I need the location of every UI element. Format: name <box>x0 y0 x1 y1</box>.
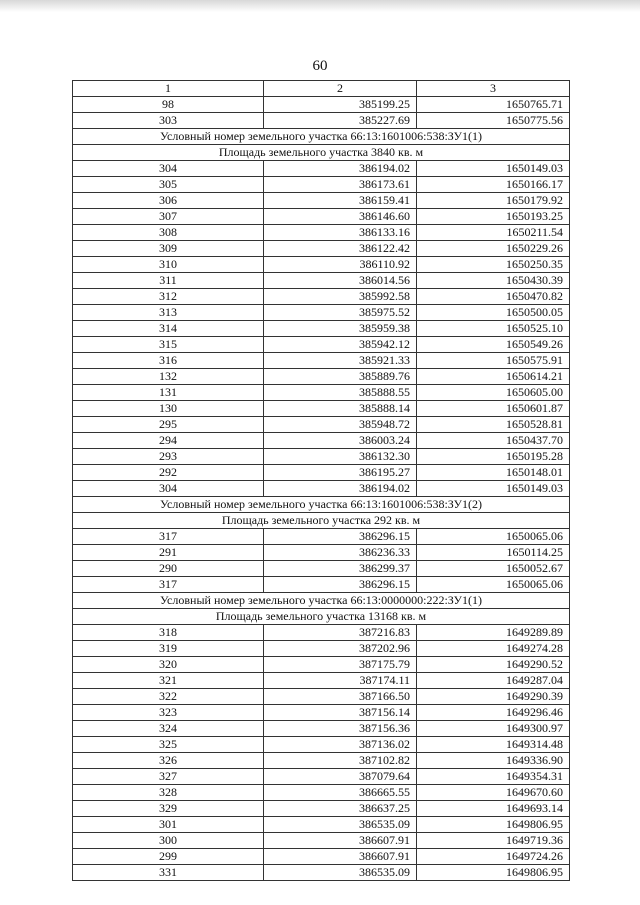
coordinate-x: 386535.09 <box>264 865 417 881</box>
coordinate-x: 387136.02 <box>264 737 417 753</box>
coordinate-x: 385992.58 <box>264 289 417 305</box>
point-number: 325 <box>73 737 264 753</box>
point-number: 300 <box>73 833 264 849</box>
point-number: 329 <box>73 801 264 817</box>
coordinate-y: 1650525.10 <box>417 321 570 337</box>
section-row <box>73 513 570 529</box>
point-number: 131 <box>73 385 264 401</box>
section-caption: Площадь земельного участка 3840 кв. м <box>73 145 570 161</box>
table-row <box>73 289 570 305</box>
coordinate-y: 1649693.14 <box>417 801 570 817</box>
coordinate-x: 386296.15 <box>264 577 417 593</box>
coordinate-x: 386003.24 <box>264 433 417 449</box>
coordinate-y: 1649289.89 <box>417 625 570 641</box>
coordinate-y: 1650065.06 <box>417 577 570 593</box>
coordinate-y: 1649290.39 <box>417 689 570 705</box>
coordinate-x: 386607.91 <box>264 849 417 865</box>
column-header-2: 2 <box>264 81 417 97</box>
coordinate-y: 1650250.35 <box>417 257 570 273</box>
coordinate-x: 385227.69 <box>264 113 417 129</box>
coordinate-x: 386133.16 <box>264 225 417 241</box>
section-row <box>73 593 570 609</box>
coordinate-y: 1649806.95 <box>417 865 570 881</box>
point-number: 314 <box>73 321 264 337</box>
point-number: 291 <box>73 545 264 561</box>
point-number: 309 <box>73 241 264 257</box>
table-row <box>73 353 570 369</box>
point-number: 293 <box>73 449 264 465</box>
page-number: 60 <box>312 58 328 74</box>
table-row <box>73 673 570 689</box>
coordinate-x: 385199.25 <box>264 97 417 113</box>
point-number: 320 <box>73 657 264 673</box>
table-row <box>73 753 570 769</box>
coordinate-x: 387156.14 <box>264 705 417 721</box>
coordinate-x: 385975.52 <box>264 305 417 321</box>
coordinate-y: 1650149.03 <box>417 481 570 497</box>
table-row <box>73 449 570 465</box>
coordinate-x: 386236.33 <box>264 545 417 561</box>
table-row <box>73 417 570 433</box>
coordinate-y: 1649274.28 <box>417 641 570 657</box>
table-row <box>73 545 570 561</box>
point-number: 328 <box>73 785 264 801</box>
point-number: 326 <box>73 753 264 769</box>
coordinate-y: 1650437.70 <box>417 433 570 449</box>
point-number: 312 <box>73 289 264 305</box>
table-row <box>73 321 570 337</box>
coordinate-x: 386159.41 <box>264 193 417 209</box>
coordinate-y: 1650166.17 <box>417 177 570 193</box>
point-number: 301 <box>73 817 264 833</box>
table-row <box>73 865 570 881</box>
point-number: 292 <box>73 465 264 481</box>
coordinate-x: 386299.37 <box>264 561 417 577</box>
point-number: 132 <box>73 369 264 385</box>
coordinate-y: 1650149.03 <box>417 161 570 177</box>
coordinate-x: 385942.12 <box>264 337 417 353</box>
coordinate-y: 1650148.01 <box>417 465 570 481</box>
coordinate-y: 1650614.21 <box>417 369 570 385</box>
table-row <box>73 161 570 177</box>
table-row <box>73 577 570 593</box>
coordinate-y: 1650775.56 <box>417 113 570 129</box>
coordinate-y: 1650229.26 <box>417 241 570 257</box>
coordinate-x: 385888.14 <box>264 401 417 417</box>
table-row <box>73 225 570 241</box>
coordinate-x: 386132.30 <box>264 449 417 465</box>
table-row <box>73 385 570 401</box>
section-caption: Площадь земельного участка 292 кв. м <box>73 513 570 529</box>
point-number: 322 <box>73 689 264 705</box>
table-row <box>73 113 570 129</box>
coordinate-x: 385889.76 <box>264 369 417 385</box>
coordinate-y: 1650528.81 <box>417 417 570 433</box>
point-number: 327 <box>73 769 264 785</box>
coordinate-y: 1650065.06 <box>417 529 570 545</box>
coordinate-y: 1649336.90 <box>417 753 570 769</box>
table-row <box>73 369 570 385</box>
point-number: 317 <box>73 577 264 593</box>
coordinate-x: 385921.33 <box>264 353 417 369</box>
table-row <box>73 561 570 577</box>
table-row <box>73 193 570 209</box>
coordinate-y: 1649354.31 <box>417 769 570 785</box>
coordinate-x: 386146.60 <box>264 209 417 225</box>
section-caption: Условный номер земельного участка 66:13:0000000:222:ЗУ1(1) <box>73 593 570 609</box>
point-number: 98 <box>73 97 264 113</box>
coordinate-y: 1649719.36 <box>417 833 570 849</box>
point-number: 305 <box>73 177 264 193</box>
point-number: 321 <box>73 673 264 689</box>
coordinate-x: 387202.96 <box>264 641 417 657</box>
column-header-3: 3 <box>417 81 570 97</box>
coordinate-y: 1650470.82 <box>417 289 570 305</box>
point-number: 308 <box>73 225 264 241</box>
coordinate-y: 1649300.97 <box>417 721 570 737</box>
coordinate-x: 386665.55 <box>264 785 417 801</box>
table-row <box>73 849 570 865</box>
table-row <box>73 257 570 273</box>
coordinate-y: 1650549.26 <box>417 337 570 353</box>
point-number: 299 <box>73 849 264 865</box>
table-row <box>73 401 570 417</box>
table-row <box>73 657 570 673</box>
coordinate-y: 1649287.04 <box>417 673 570 689</box>
table-row <box>73 737 570 753</box>
coordinate-y: 1650052.67 <box>417 561 570 577</box>
coordinate-y: 1650195.28 <box>417 449 570 465</box>
table-row <box>73 433 570 449</box>
table-row <box>73 337 570 353</box>
coordinate-x: 386194.02 <box>264 161 417 177</box>
coordinate-y: 1650114.25 <box>417 545 570 561</box>
section-caption: Условный номер земельного участка 66:13:1601006:538:ЗУ1(2) <box>73 497 570 513</box>
table-row <box>73 209 570 225</box>
table-row <box>73 481 570 497</box>
point-number: 313 <box>73 305 264 321</box>
coordinate-x: 386637.25 <box>264 801 417 817</box>
coordinate-y: 1650500.05 <box>417 305 570 321</box>
coordinate-x: 387079.64 <box>264 769 417 785</box>
table-row <box>73 801 570 817</box>
coordinate-x: 386296.15 <box>264 529 417 545</box>
coordinate-y: 1649314.48 <box>417 737 570 753</box>
coordinate-y: 1650193.25 <box>417 209 570 225</box>
coordinate-y: 1649724.26 <box>417 849 570 865</box>
table-row <box>73 689 570 705</box>
point-number: 290 <box>73 561 264 577</box>
point-number: 304 <box>73 161 264 177</box>
scan-shadow <box>0 0 640 12</box>
table-row <box>73 305 570 321</box>
coordinate-y: 1650605.00 <box>417 385 570 401</box>
section-row <box>73 129 570 145</box>
coordinate-x: 386607.91 <box>264 833 417 849</box>
coordinate-x: 386535.09 <box>264 817 417 833</box>
table-row <box>73 785 570 801</box>
coordinate-y: 1650211.54 <box>417 225 570 241</box>
point-number: 316 <box>73 353 264 369</box>
point-number: 306 <box>73 193 264 209</box>
point-number: 295 <box>73 417 264 433</box>
table-row <box>73 529 570 545</box>
coordinate-y: 1650765.71 <box>417 97 570 113</box>
coordinate-y: 1650430.39 <box>417 273 570 289</box>
point-number: 303 <box>73 113 264 129</box>
coordinate-x: 386195.27 <box>264 465 417 481</box>
coordinate-y: 1649296.46 <box>417 705 570 721</box>
coordinate-y: 1649806.95 <box>417 817 570 833</box>
coordinate-y: 1650601.87 <box>417 401 570 417</box>
point-number: 130 <box>73 401 264 417</box>
coordinate-x: 387102.82 <box>264 753 417 769</box>
section-row <box>73 497 570 513</box>
table-row <box>73 833 570 849</box>
section-caption: Условный номер земельного участка 66:13:1601006:538:ЗУ1(1) <box>73 129 570 145</box>
point-number: 310 <box>73 257 264 273</box>
point-number: 311 <box>73 273 264 289</box>
coordinate-x: 386122.42 <box>264 241 417 257</box>
coordinate-x: 386014.56 <box>264 273 417 289</box>
point-number: 315 <box>73 337 264 353</box>
section-caption: Площадь земельного участка 13168 кв. м <box>73 609 570 625</box>
coordinate-y: 1650179.92 <box>417 193 570 209</box>
table-row <box>73 817 570 833</box>
section-row <box>73 145 570 161</box>
coordinate-x: 387166.50 <box>264 689 417 705</box>
point-number: 331 <box>73 865 264 881</box>
table-row <box>73 241 570 257</box>
table-row <box>73 641 570 657</box>
table-header-row <box>73 81 570 97</box>
table-row <box>73 97 570 113</box>
point-number: 294 <box>73 433 264 449</box>
coordinates-table <box>72 80 570 881</box>
table-row <box>73 177 570 193</box>
coordinate-x: 387216.83 <box>264 625 417 641</box>
point-number: 324 <box>73 721 264 737</box>
coordinate-x: 386110.92 <box>264 257 417 273</box>
coordinate-y: 1650575.91 <box>417 353 570 369</box>
table-row <box>73 625 570 641</box>
coordinate-x: 386173.61 <box>264 177 417 193</box>
point-number: 307 <box>73 209 264 225</box>
point-number: 319 <box>73 641 264 657</box>
table-row <box>73 465 570 481</box>
coordinate-y: 1649670.60 <box>417 785 570 801</box>
coordinate-y: 1649290.52 <box>417 657 570 673</box>
coordinate-x: 387175.79 <box>264 657 417 673</box>
coordinate-x: 385948.72 <box>264 417 417 433</box>
coordinate-x: 386194.02 <box>264 481 417 497</box>
point-number: 304 <box>73 481 264 497</box>
column-header-1: 1 <box>73 81 264 97</box>
coordinate-x: 385888.55 <box>264 385 417 401</box>
coordinate-x: 387174.11 <box>264 673 417 689</box>
point-number: 318 <box>73 625 264 641</box>
point-number: 317 <box>73 529 264 545</box>
table-row <box>73 705 570 721</box>
table-row <box>73 721 570 737</box>
coordinate-x: 387156.36 <box>264 721 417 737</box>
coordinate-x: 385959.38 <box>264 321 417 337</box>
section-row <box>73 609 570 625</box>
table-row <box>73 273 570 289</box>
table-row <box>73 769 570 785</box>
point-number: 323 <box>73 705 264 721</box>
